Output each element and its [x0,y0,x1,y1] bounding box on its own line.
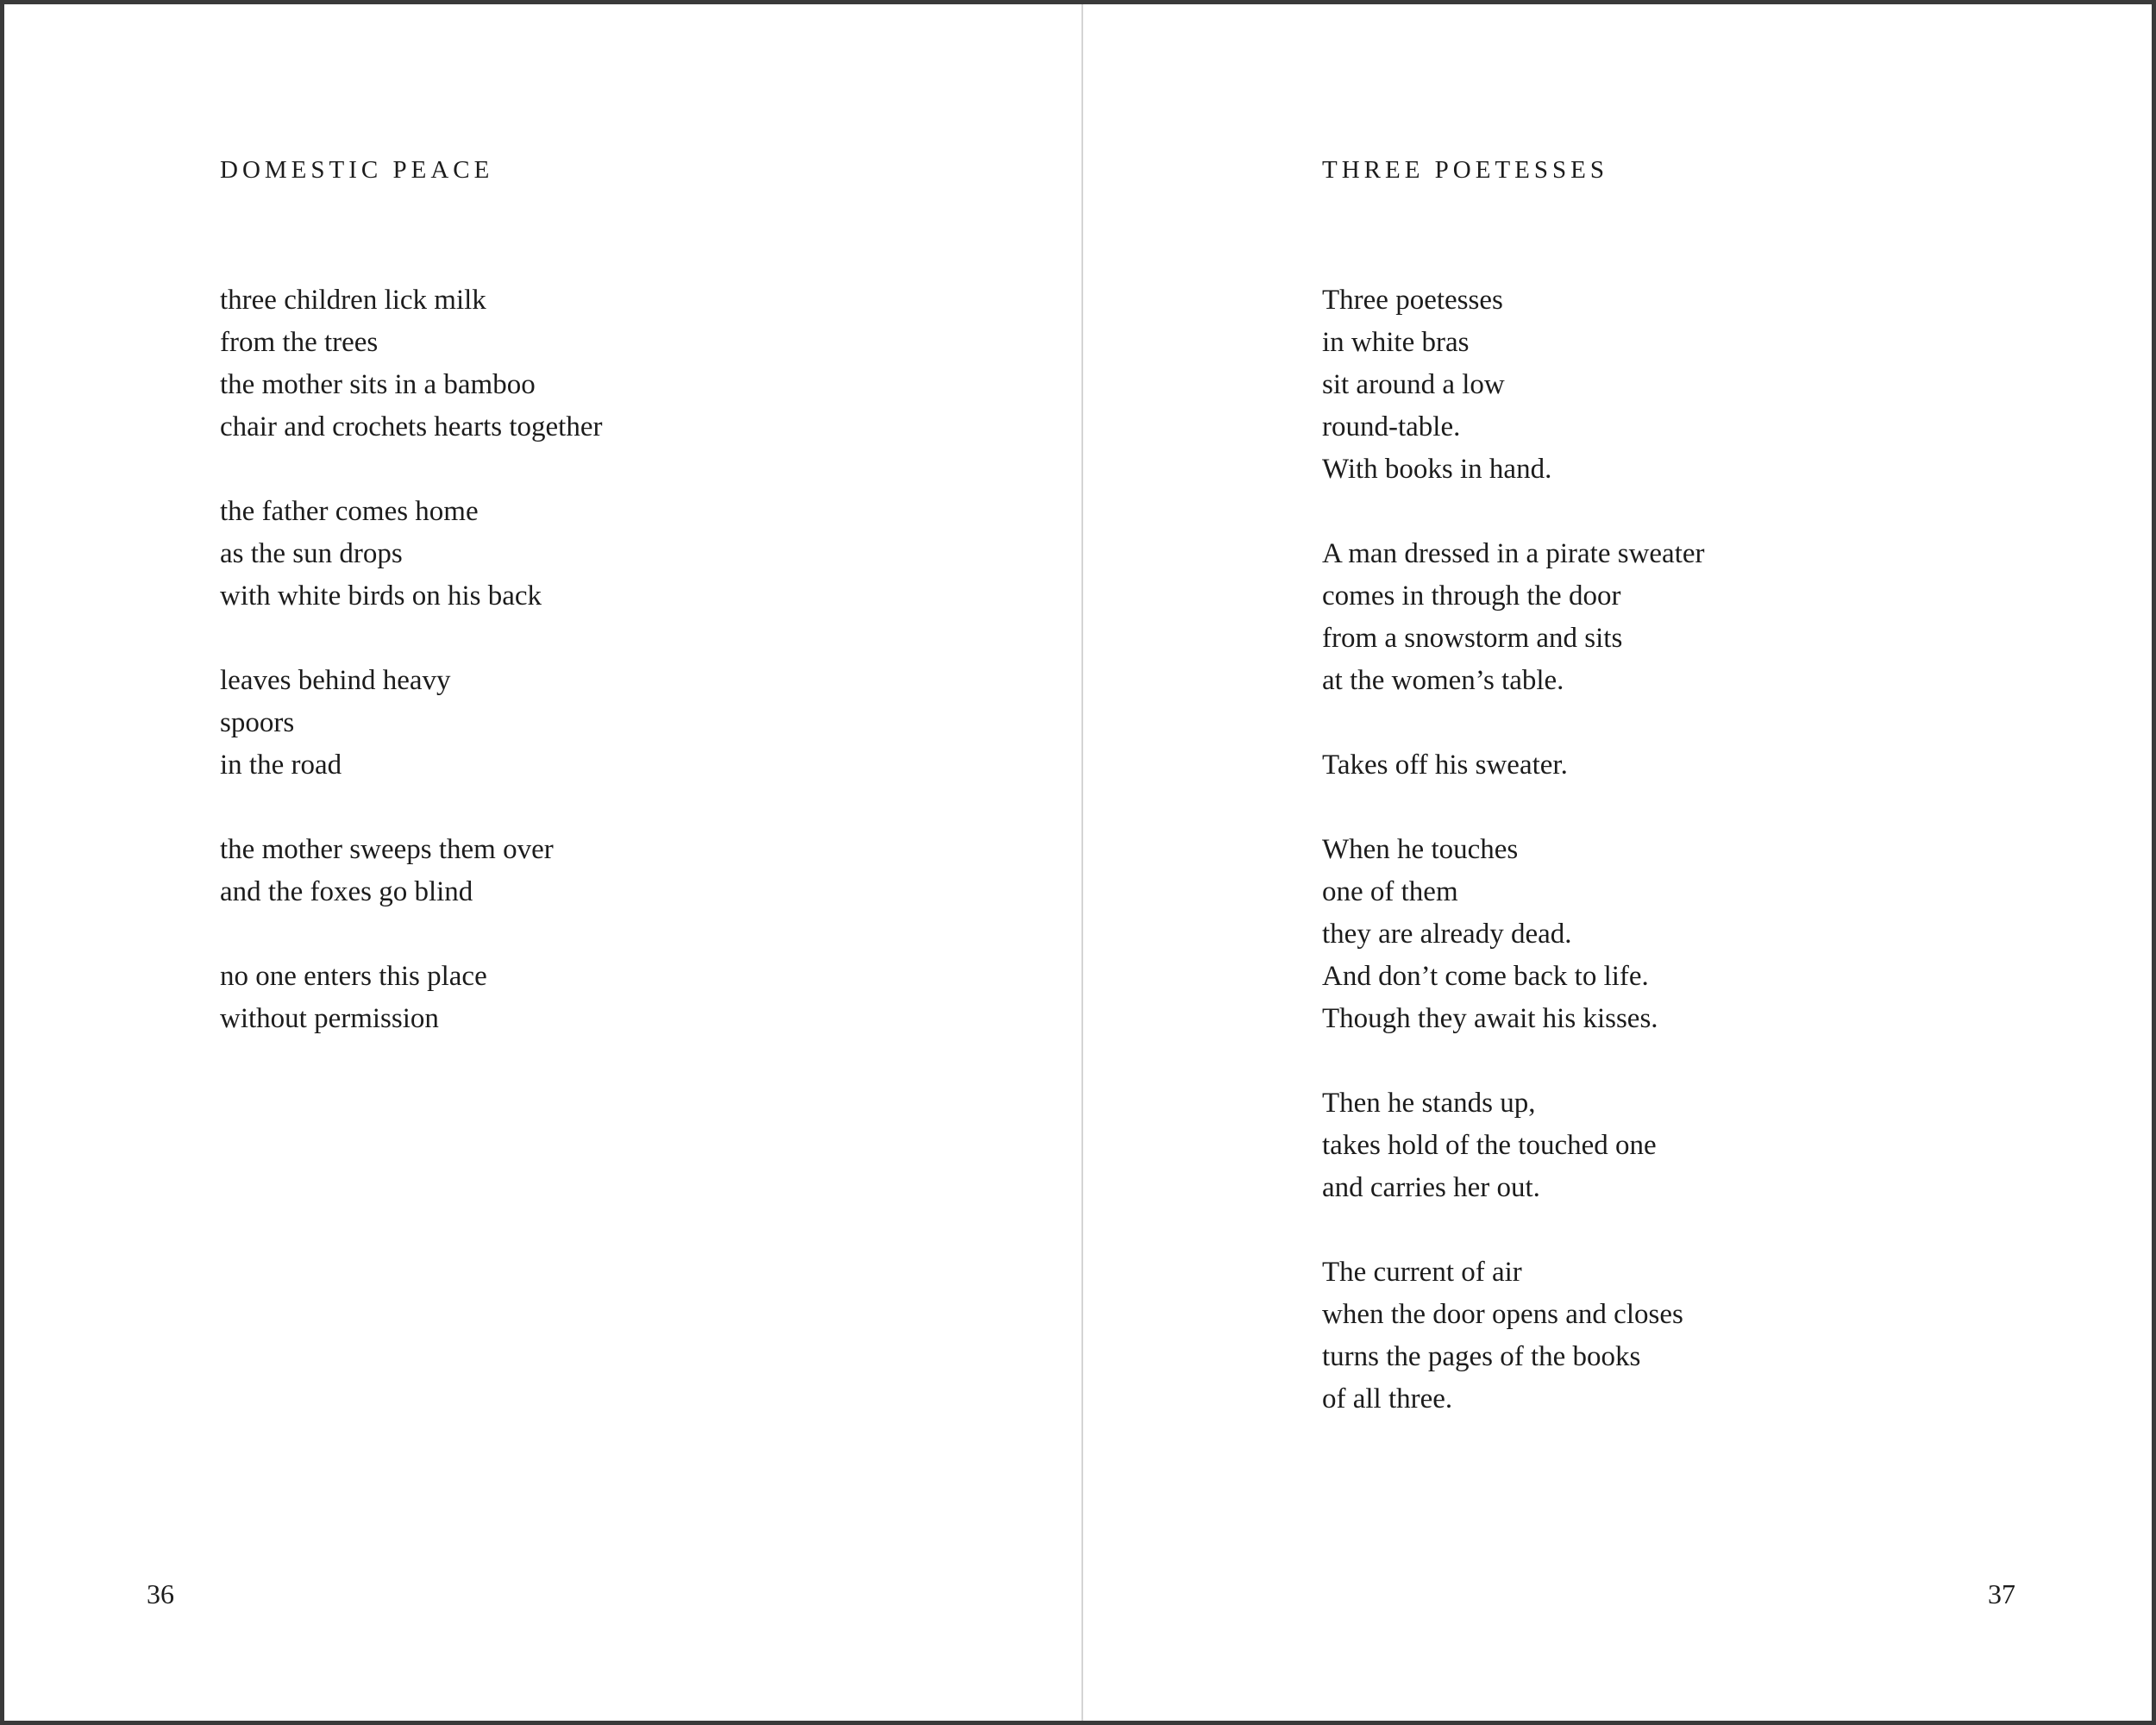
poem-line: in white bras [1322,327,1470,358]
poem-body [1322,279,1705,1463]
poem-title: DOMESTIC PEACE [220,156,494,184]
poem-line: Three poetesses [1322,285,1503,316]
poem-line: the father comes home [220,496,479,527]
poem-line: of all three. [1322,1383,1453,1414]
poem-line: When he touches [1322,834,1519,865]
poem-line: and carries her out. [1322,1172,1540,1203]
poem-line: the mother sits in a bamboo [220,369,536,400]
poem-line: with white birds on his back [220,580,542,612]
poem-line: spoors [220,707,295,738]
poem-line: one of them [1322,876,1458,907]
poem-line: they are already dead. [1322,919,1572,950]
poem-title: THREE POETESSES [1322,156,1608,184]
poem-line: With books in hand. [1322,454,1552,485]
stanza [1322,744,1705,787]
stanza [220,491,602,618]
poem-line: A man dressed in a pirate sweater [1322,538,1705,569]
poem-line: And don’t come back to life. [1322,961,1649,992]
stanza [220,829,602,913]
poem-line: chair and crochets hearts together [220,411,603,442]
poem-line: the mother sweeps them over [220,834,554,865]
stanza [1322,1251,1705,1421]
stanza [1322,829,1705,1040]
poem-line: turns the pages of the books [1322,1341,1641,1372]
page-number: 37 [1988,1578,2015,1609]
poem-line: three children lick milk [220,285,486,316]
poem-line: when the door opens and closes [1322,1299,1683,1330]
stanza [1322,279,1705,491]
left-page [4,4,1081,1721]
poem-line: and the foxes go blind [220,876,473,907]
poem-line: in the road [220,750,342,781]
poem-line: at the women’s table. [1322,665,1564,696]
poem-line: as the sun drops [220,538,403,569]
right-page [1083,4,2156,1721]
poem-line: sit around a low [1322,369,1505,400]
poem-line: no one enters this place [220,961,487,992]
stanza [1322,533,1705,702]
stanza [1322,1082,1705,1209]
poem-line: from a snowstorm and sits [1322,623,1623,654]
poem-line: The current of air [1322,1257,1522,1288]
poem-line: leaves behind heavy [220,665,451,696]
poem-line: takes hold of the touched one [1322,1130,1657,1161]
poem-line: comes in through the door [1322,580,1621,612]
poem-line: without permission [220,1003,439,1034]
poem-line: Then he stands up, [1322,1088,1536,1119]
stanza [220,279,602,448]
poem-line: round-table. [1322,411,1461,442]
poem-body [220,279,602,1082]
poem-line: from the trees [220,327,379,358]
stanza [220,956,602,1040]
poem-line: Takes off his sweater. [1322,750,1568,781]
poem-line: Though they await his kisses. [1322,1003,1658,1034]
stanza [220,660,602,787]
page-number: 36 [147,1578,174,1609]
